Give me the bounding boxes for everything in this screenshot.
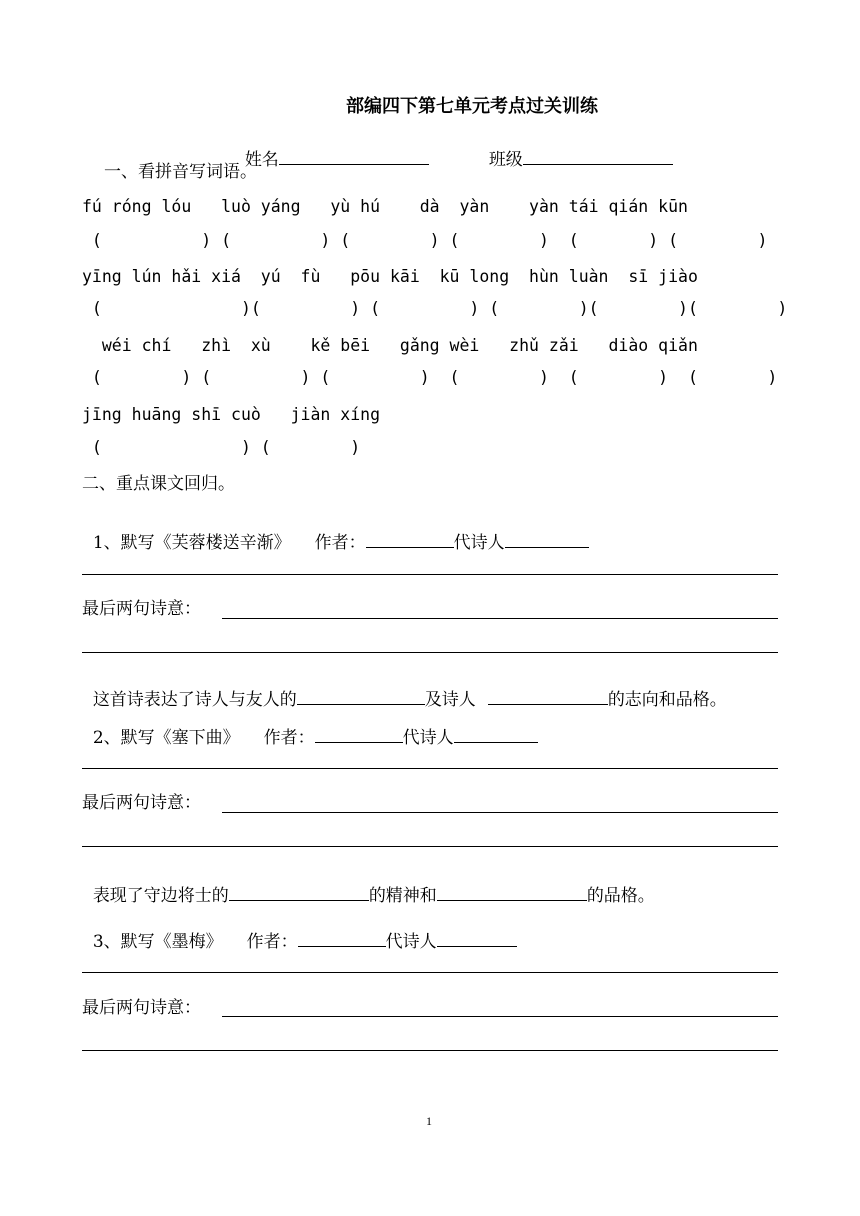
dynasty-blank[interactable] bbox=[366, 531, 454, 548]
dynasty-blank[interactable] bbox=[298, 930, 386, 947]
summary-blank[interactable] bbox=[229, 884, 369, 901]
meaning-blank[interactable] bbox=[222, 812, 778, 813]
answer-brackets-row[interactable]: ( )( ) ( ) ( )( )( ) bbox=[82, 299, 788, 318]
answer-brackets-row[interactable]: ( ) ( ) bbox=[82, 438, 361, 457]
name-field[interactable] bbox=[234, 128, 429, 170]
pinyin-row: jīng huāng shī cuò jiàn xíng bbox=[82, 405, 381, 424]
dynasty-blank[interactable] bbox=[315, 726, 403, 743]
author-blank[interactable] bbox=[454, 726, 538, 743]
writing-line[interactable] bbox=[82, 972, 778, 973]
writing-line[interactable] bbox=[82, 846, 778, 847]
summary-blank[interactable] bbox=[437, 884, 587, 901]
writing-line[interactable] bbox=[82, 1050, 778, 1051]
summary-text: 及诗人 bbox=[424, 690, 476, 710]
dynasty-label: 代诗人 bbox=[402, 728, 454, 748]
pinyin-row: yīng lún hǎi xiá yú fù pōu kāi kū long hùn luàn sī jiào bbox=[82, 267, 698, 286]
meaning-blank[interactable] bbox=[222, 1016, 778, 1017]
class-field[interactable] bbox=[478, 128, 673, 170]
page-number: 1 bbox=[426, 1114, 432, 1128]
author-label: 作者： bbox=[314, 533, 366, 553]
author-blank[interactable] bbox=[437, 930, 517, 947]
meaning-label: 最后两句诗意： bbox=[82, 793, 201, 813]
summary-text: 这首诗表达了诗人与友人的 bbox=[92, 690, 297, 710]
pinyin-row: wéi chí zhì xù kě bēi gǎng wèi zhǔ zǎi diào qiǎn bbox=[82, 336, 698, 355]
poem-title: 3、默写《墨梅》 bbox=[92, 932, 223, 952]
class-label: 班级 bbox=[488, 150, 523, 170]
summary-text: 表现了守边将士的 bbox=[92, 886, 229, 906]
writing-line[interactable] bbox=[82, 768, 778, 769]
pinyin-row: fú róng lóu luò yáng yù hú dà yàn yàn tái qián kūn bbox=[82, 197, 688, 216]
writing-line[interactable] bbox=[82, 652, 778, 653]
dynasty-label: 代诗人 bbox=[385, 932, 437, 952]
writing-line[interactable] bbox=[82, 574, 778, 575]
name-label: 姓名 bbox=[244, 150, 279, 170]
answer-brackets-row[interactable]: ( ) ( ) ( ) ( ) ( ) ( ) bbox=[82, 231, 768, 250]
poem-1-summary bbox=[82, 668, 727, 710]
summary-text: 的志向和品格。 bbox=[607, 690, 727, 710]
class-blank[interactable] bbox=[523, 148, 673, 165]
meaning-label: 最后两句诗意： bbox=[82, 998, 201, 1018]
author-label: 作者： bbox=[246, 932, 298, 952]
name-blank[interactable] bbox=[279, 148, 429, 165]
summary-blank[interactable] bbox=[488, 688, 608, 705]
answer-brackets-row[interactable]: ( ) ( ) ( ) ( ) ( ) ( ) bbox=[82, 368, 778, 387]
author-blank[interactable] bbox=[505, 531, 589, 548]
section-2-heading: 二、重点课文回归。 bbox=[82, 474, 235, 494]
author-label: 作者： bbox=[263, 728, 315, 748]
poem-1-prompt bbox=[82, 511, 589, 553]
poem-title: 1、默写《芙蓉楼送辛渐》 bbox=[92, 533, 291, 553]
poem-title: 2、默写《塞下曲》 bbox=[92, 728, 240, 748]
poem-3-prompt bbox=[82, 910, 517, 952]
page-title: 部编四下第七单元考点过关训练 bbox=[346, 96, 598, 117]
poem-2-summary bbox=[82, 864, 655, 906]
dynasty-label: 代诗人 bbox=[453, 533, 505, 553]
summary-text: 的精神和 bbox=[368, 886, 437, 906]
summary-blank[interactable] bbox=[297, 688, 425, 705]
summary-text: 的品格。 bbox=[586, 886, 655, 906]
poem-2-prompt bbox=[82, 706, 538, 748]
meaning-blank[interactable] bbox=[222, 618, 778, 619]
section-1-heading: 一、看拼音写词语。 bbox=[104, 162, 257, 182]
meaning-label: 最后两句诗意： bbox=[82, 599, 201, 619]
